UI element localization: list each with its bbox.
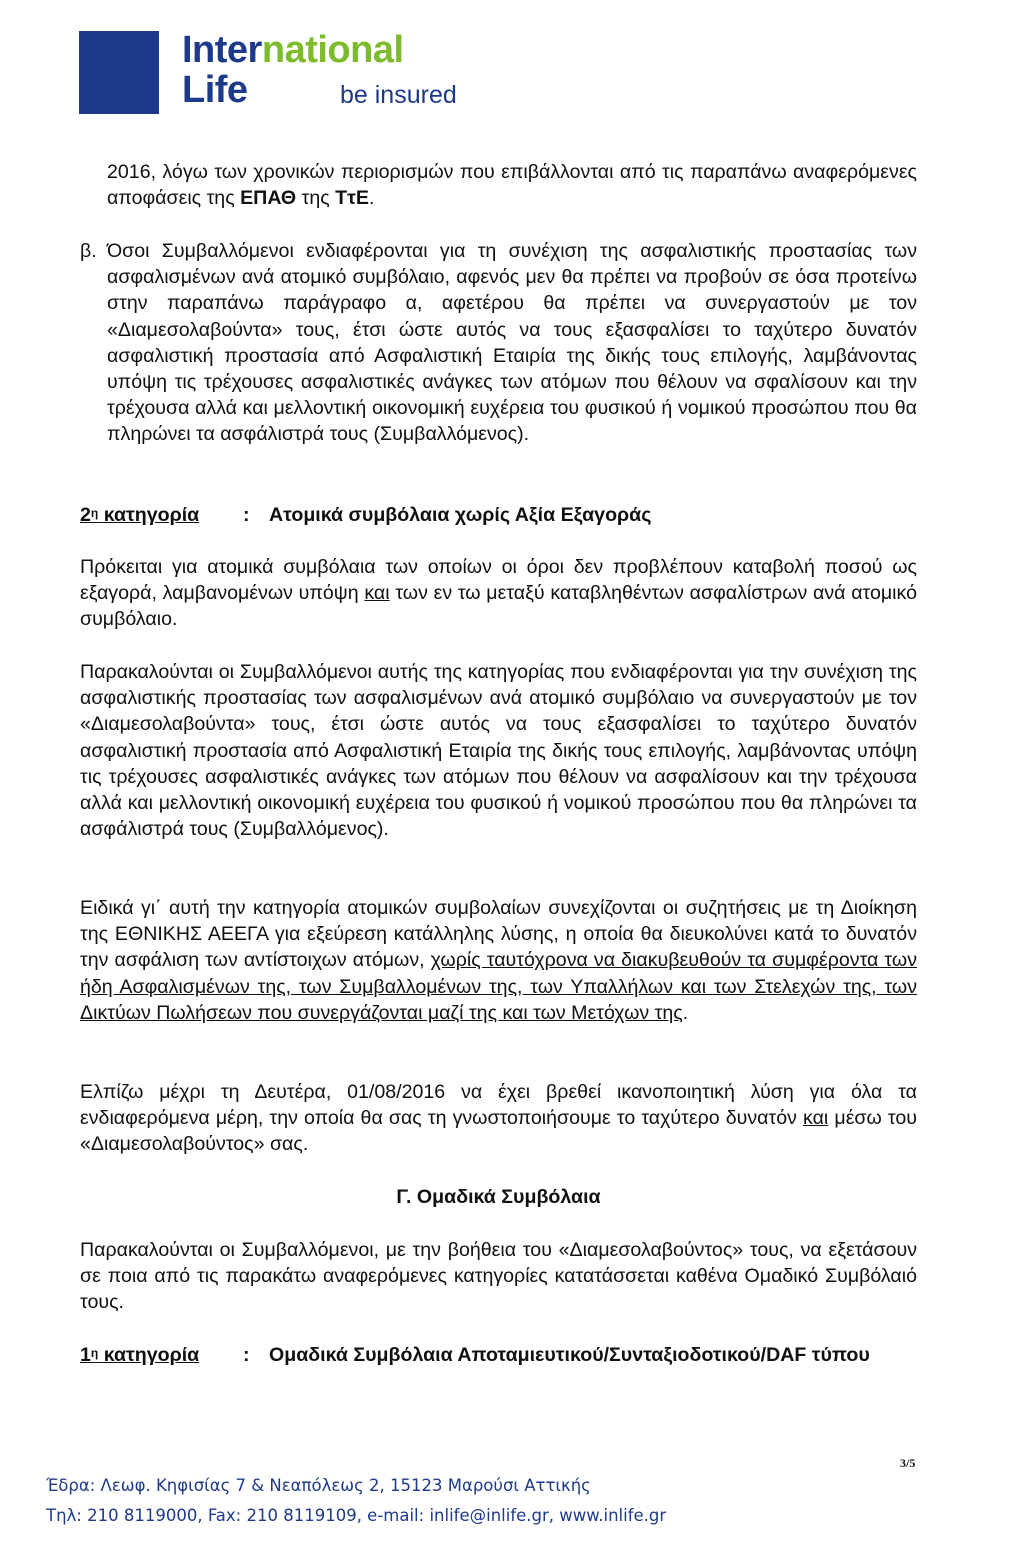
category-title: Ατομικά συμβόλαια χωρίς Αξία Εξαγοράς (269, 504, 652, 526)
footer-contact: Τηλ: 210 8119000, Fax: 210 8119109, e-mail: inlife@inlife.gr, www.inlife.gr (46, 1506, 667, 1525)
logo-square (79, 31, 159, 114)
heading-colon: : (243, 504, 250, 526)
paragraph-request: Παρακαλούνται οι Συμβαλλόμενοι αυτής της κατηγορίας που ενδιαφέρονται για την συνέχιση της ασφαλιστικής προστασίας των ασφαλισμένων ανά ατομικό συμβόλαιο να συνεργαστούν με τον «Διαμεσολαβούντα» τους, έτσι ώστε αυτός να τους εξασφαλίσει το ταχύτερο δυνατόν ασφαλιστική προστασία από Ασφαλιστική Εταιρία της δικής τους επιλογής, λαμβάνοντας υπόψη τις τρέχουσες ασφαλιστικές ανάγκες των ατόμων που θέλουν να ασφαλίσουν και την τρέχουσα αλλά και μελλοντική οικονομική ευχέρεια του φυσικού ή νομικού προσώπου που θα πληρώνει τα ασφάλιστρά τους (Συμβαλλόμενος). (80, 661, 917, 841)
logo-tagline: be insured (340, 81, 457, 109)
category-heading-1 (80, 1342, 917, 1394)
category-label: $2^\eta$ κατηγορία (80, 504, 200, 526)
footer-address: Έδρα: Λεωφ. Κηφισίας 7 & Νεαπόλεως 2, 15123 Μαρούσι Αττικής (46, 1476, 591, 1495)
paragraph-description: Πρόκειται για ατομικά συμβόλαια των οποίων οι όροι δεν προβλέπουν καταβολή ποσού ως εξαγορά, λαμβανομένων υπόψη και των εν τω μεταξύ καταβληθέντων ασφαλίστρων ανά ατομικό συμβόλαιο. (80, 556, 917, 631)
paragraph-continuation: 2016, λόγω των χρονικών περιορισμών που επιβάλλονται από τις παραπάνω αναφερόμενες αποφάσεις της ΕΠΑΘ της ΤτΕ. (107, 161, 917, 210)
heading-colon: : (243, 1344, 250, 1366)
category-heading-2 (80, 502, 917, 528)
category-label: $1^\eta$ κατηγορία (80, 1344, 200, 1366)
paragraph-hope: Ελπίζω μέχρι τη Δευτέρα, 01/08/2016 να έχει βρεθεί ικανοποιητική λύση για όλα τα ενδιαφερόμενα μέρη, την οποία θα σας τη γνωστοποιήσουμε το ταχύτερο δυνατόν και μέσω του «Διαμεσολαβούντος» σας. (80, 1081, 917, 1156)
page-number: 3/5 (900, 1456, 916, 1470)
logo-line2: Life (182, 69, 248, 111)
logo-line1: International (182, 29, 404, 71)
list-item-b (80, 238, 917, 448)
list-item-text: Όσοι Συμβαλλόμενοι ενδιαφέρονται για τη συνέχιση της ασφαλιστικής προστασίας των ασφαλισμένων ανά ατομικό συμβόλαιο, αφενός μεν θα πρέπει να προβούν σε όσα προτείνω στην παραπάνω παράγραφο α, αφετέρου θα πρέπει να συνεργαστούν με τον «Διαμεσολαβούντα» τους, έτσι ώστε αυτός να τους εξασφαλίσει το ταχύτερο δυνατόν ασφαλιστική προστασία από Ασφαλιστική Εταιρία της δικής τους επιλογής, λαμβάνοντας υπόψη τις τρέχουσες ασφαλιστικές ανάγκες των ατόμων που θέλουν να σφαλίσουν και την τρέχουσα αλλά και μελλοντική οικονομική ευχέρεια του φυσικού ή νομικού προσώπου που θα πληρώνει τα ασφάλιστρά τους (Συμβαλλόμενος). (107, 240, 917, 446)
list-marker: β. (80, 240, 97, 262)
company-logo (79, 31, 469, 114)
paragraph-group-intro: Παρακαλούνται οι Συμβαλλόμενοι, με την βοήθεια του «Διαμεσολαβούντος» τους, να εξετάσουν σε ποια από τις παρακάτω αναφερόμενες κατηγορίες κατατάσσεται καθένα Ομαδικό Συμβόλαιό τους. (80, 1239, 917, 1314)
paragraph-special: Ειδικά γι΄ αυτή την κατηγορία ατομικών συμβολαίων συνεχίζονται οι συζητήσεις με τη Διοίκηση της ΕΘΝΙΚΗΣ ΑΕΕΓΑ για εξεύρεση κατάλληλης λύσης, η οποία θα διευκολύνει κατά το δυνατόν την ασφάλιση των αντίστοιχων ατόμων, χωρίς ταυτόχρονα να διακυβευθούν τα συμφέροντα των ήδη Ασφαλισμένων της, των Συμβαλλομένων της, των Υπαλλήλων και των Στελεχών της, των Δικτύων Πωλήσεων που συνεργάζονται μαζί της και των Μετόχων της. (80, 897, 917, 1024)
category-title: Ομαδικά Συμβόλαια Αποταμιευτικού/Συνταξιοδοτικού/DAF τύπου (269, 1344, 870, 1366)
section-heading-group: Γ. Ομαδικά Συμβόλαια (396, 1186, 601, 1208)
